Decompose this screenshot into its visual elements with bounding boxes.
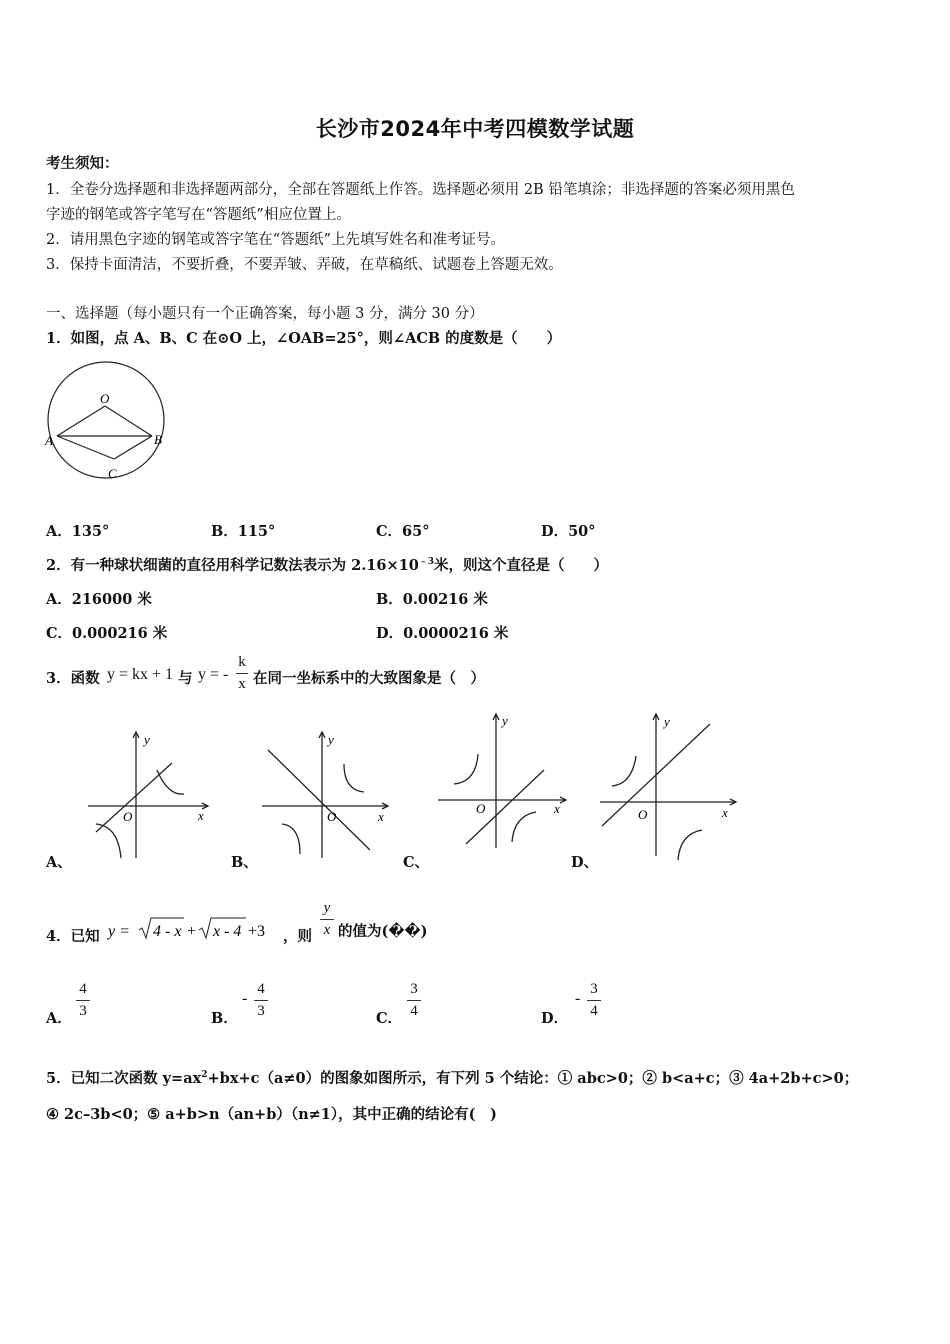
q4-option-c-frac <box>407 981 421 1020</box>
q4-option-b-sign: - <box>242 990 248 1007</box>
axis-y-label: y <box>502 713 508 728</box>
q3-graph-d <box>598 710 738 860</box>
q2-option-d: D．0.0000216 米 <box>376 625 509 642</box>
q4-expression <box>106 914 286 944</box>
q4-stem-post: 的值为(��) <box>338 923 428 940</box>
notice-item-1-cont: 字迹的钢笔或答字笔写在“答题纸”相应位置上。 <box>46 207 351 223</box>
section-heading: 一、选择题（每小题只有一个正确答案，每小题 3 分，满分 30 分） <box>46 306 484 322</box>
q1-circle-figure <box>44 355 172 485</box>
point-b-label: B <box>154 432 162 447</box>
q5-line-1 <box>46 1067 858 1088</box>
q2-stem <box>46 554 608 575</box>
q2-option-a: A．216000 米 <box>46 591 152 608</box>
axis-x-label: x <box>198 808 204 823</box>
q4-option-d-label: D． <box>541 1010 569 1027</box>
q3-stem-post: 在同一坐标系中的大致图象是（ ） <box>253 670 485 687</box>
q3-expr-inverse: y = - <box>198 666 229 683</box>
q4-option-b-den: 3 <box>257 1003 265 1019</box>
q4-radicand-1: 4 - x <box>153 923 182 940</box>
q3-fraction <box>236 654 248 693</box>
q4-option-a-den: 3 <box>79 1003 87 1019</box>
axis-x-label: x <box>554 801 560 816</box>
q4-option-b-num: 4 <box>257 981 265 997</box>
notice-item-2: 2．请用黑色字迹的钢笔或答字笔在“答题纸”上先填写姓名和准考证号。 <box>46 232 506 248</box>
notice-item-1: 1．全卷分选择题和非选择题两部分，全部在答题纸上作答。选择题必须用 2B 铅笔填涂；非选择题的答案必须用黑色 <box>46 182 795 198</box>
q3-option-c: C、 <box>403 854 430 871</box>
q4-stem-pre: 4．已知 <box>46 928 100 945</box>
q4-option-c-label: C． <box>376 1010 403 1027</box>
q5-line1-sup: 2 <box>201 1070 208 1080</box>
q1-option-b: B．115° <box>211 523 276 540</box>
q4-option-b-frac <box>254 981 268 1020</box>
q3-option-d: D、 <box>571 854 599 871</box>
axis-x-label: x <box>378 809 384 824</box>
q3-frac-num: k <box>238 654 246 670</box>
q5-line1-pre: 5．已知二次函数 y=ax <box>46 1070 202 1087</box>
axis-x-label: x <box>722 805 728 820</box>
q4-option-a-label: A． <box>46 1010 72 1027</box>
origin-label: O <box>123 809 133 824</box>
axis-y-label: y <box>328 732 334 747</box>
q2-stem-pre: 2．有一种球状细菌的直径用科学记数法表示为 2.16×10 <box>46 557 419 574</box>
point-a-label: A <box>45 433 53 448</box>
q3-graph-b <box>260 728 390 860</box>
q4-expr-y: y = <box>108 923 130 940</box>
axis-y-label: y <box>144 732 150 747</box>
q5-line1-post: +bx+c（a≠0）的图象如图所示，有下列 5 个结论：① abc>0；② b<a+c；③ 4a+2b+c>0； <box>207 1070 859 1087</box>
q2-stem-post: 米，则这个直径是（ ） <box>434 557 609 574</box>
q3-option-b: B、 <box>231 854 258 871</box>
q1-stem: 1．如图，点 A、B、C 在⊙O 上，∠OAB=25°，则∠ACB 的度数是（ ） <box>46 330 562 347</box>
origin-label: O <box>327 809 337 824</box>
origin-label: O <box>638 807 648 822</box>
q4-option-c-num: 3 <box>410 981 418 997</box>
q2-option-c: C．0.000216 米 <box>46 625 168 642</box>
q3-graph-a <box>86 728 212 860</box>
q3-stem-pre: 3．函数 <box>46 670 100 687</box>
q4-option-d-num: 3 <box>590 981 598 997</box>
q2-option-b: B．0.00216 米 <box>376 591 488 608</box>
point-o-label: O <box>100 391 110 406</box>
q4-radicand-2: x - 4 <box>213 923 242 940</box>
q1-option-a: A．135° <box>46 523 110 540</box>
q3-stem-mid: 与 <box>178 670 193 687</box>
q4-expr-tail: +3 <box>248 923 266 940</box>
q3-option-a: A、 <box>46 854 72 871</box>
q4-expr-plus: + <box>187 923 197 940</box>
q4-option-d-den: 4 <box>590 1003 598 1019</box>
page-title: 长沙市2024年中考四模数学试题 <box>315 117 635 141</box>
q1-option-c: C．65° <box>376 523 430 540</box>
q4-frac-num: y <box>323 900 331 916</box>
notice-heading: 考生须知： <box>46 155 119 172</box>
q5-line-2: ④ 2c–3b<0；⑤ a+b>n（an+b）（n≠1），其中正确的结论有( ) <box>46 1106 497 1123</box>
q4-option-d-sign: - <box>575 990 581 1007</box>
q3-expr-linear: y = kx + 1 <box>107 666 174 683</box>
point-c-label: C <box>108 466 117 481</box>
q4-fraction <box>320 900 334 939</box>
q4-option-b-label: B． <box>211 1010 238 1027</box>
q4-option-c-den: 4 <box>410 1003 418 1019</box>
q3-frac-den: x <box>238 676 246 692</box>
q4-option-a-num: 4 <box>79 981 87 997</box>
origin-label: O <box>476 801 486 816</box>
q3-graph-c <box>436 710 568 850</box>
q4-frac-den: x <box>323 922 331 938</box>
q4-option-d-frac <box>587 981 601 1020</box>
axis-y-label: y <box>664 714 670 729</box>
notice-item-3: 3．保持卡面清洁，不要折叠，不要弄皱、弄破，在草稿纸、试题卷上答题无效。 <box>46 257 563 273</box>
q1-option-d: D．50° <box>541 523 596 540</box>
q4-stem-mid: ，则 <box>283 928 312 945</box>
q4-option-a-frac <box>76 981 90 1020</box>
q2-exponent: ﹣3 <box>418 557 435 567</box>
